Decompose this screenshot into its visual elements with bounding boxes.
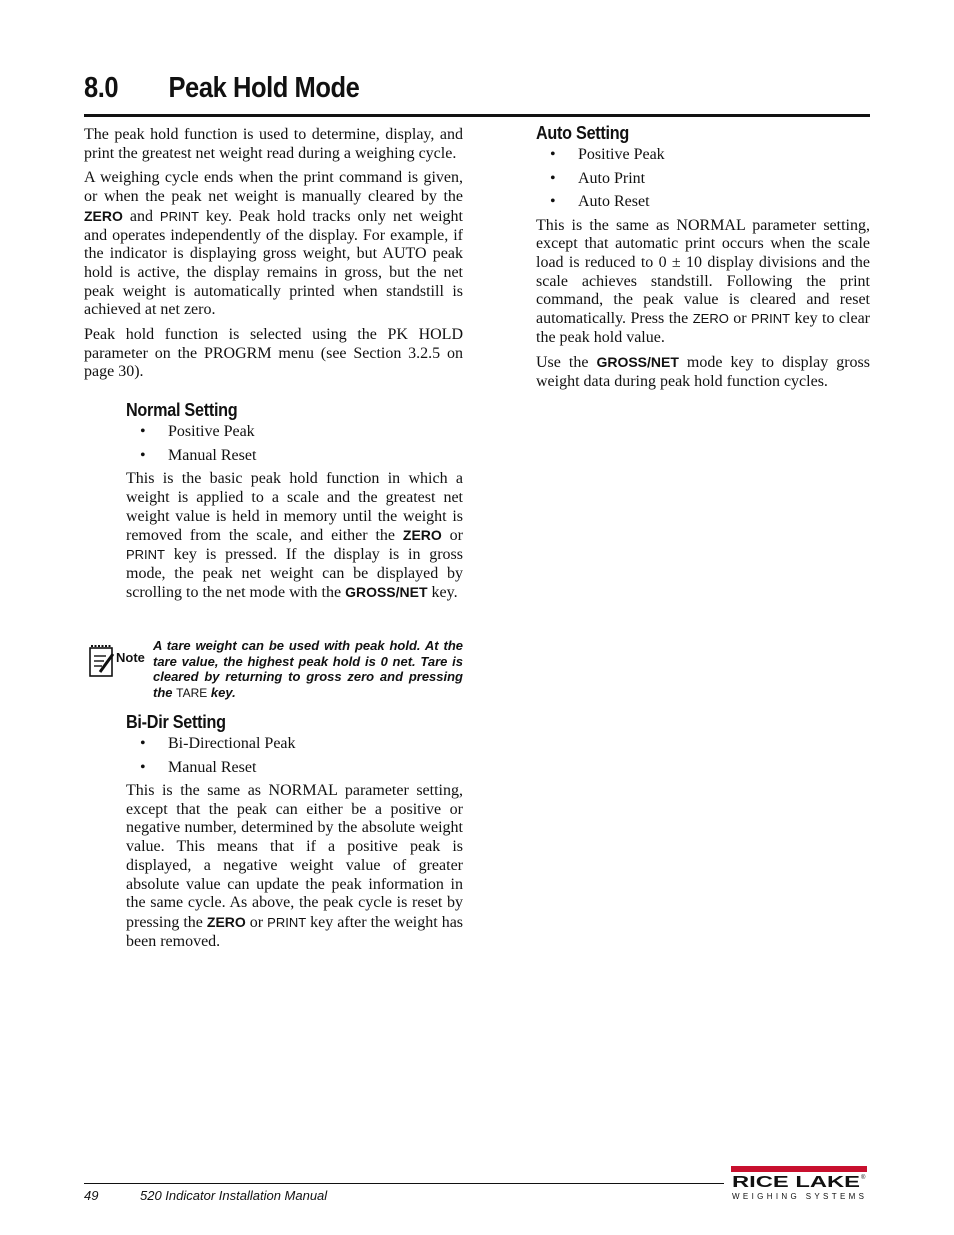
logo-sub-text: WEIGHING SYSTEMS <box>732 1192 864 1201</box>
logo-bar <box>731 1166 867 1172</box>
text-run: key is pressed. If the display is in gross mode, the peak net weight can be displayed by scrolling to the net mode with the <box>126 545 463 602</box>
section-title: Peak Hold Mode <box>168 72 360 104</box>
list-item: • Auto Print <box>536 167 870 191</box>
auto-setting-paragraph-2 <box>536 353 870 391</box>
logo-registered-mark: ® <box>861 1175 866 1181</box>
auto-setting-paragraph-1 <box>536 217 870 348</box>
section-heading <box>84 72 776 105</box>
zero-key: ZERO <box>206 913 246 930</box>
text-run: or <box>728 310 752 328</box>
gross-net-key: GROSS/NET <box>596 354 679 371</box>
print-key: PRINT <box>126 546 165 562</box>
section-number: 8.0 <box>84 72 119 104</box>
text-run: and <box>122 207 160 225</box>
normal-setting-list <box>126 420 463 467</box>
list-item: • Manual Reset <box>126 444 463 468</box>
logo-main-text: RICE LAKE <box>732 1174 861 1191</box>
heading-rule <box>84 114 870 117</box>
bidir-setting-section <box>126 712 463 951</box>
intro-paragraph-3: Peak hold function is selected using the PK HOLD parameter on the PROGRM menu (see Section 3.2.5 on page 30). <box>84 326 463 381</box>
text-run: A weighing cycle ends when the print command is given, or when the peak net weight is manually cleared by the <box>84 169 463 206</box>
text-run: key. Peak hold tracks only net weight and operates independently of the display. For example, if the indicator is displaying gross weight, but AUTO peak hold is active, the display remains in gross, but the net peak weight is automatically printed when standstill is achieved at net zero. <box>84 207 463 319</box>
print-key: PRINT <box>751 311 791 327</box>
left-column-lower <box>84 712 463 957</box>
zero-key: ZERO <box>692 311 729 327</box>
zero-key: ZERO <box>402 527 442 544</box>
gross-net-key: GROSS/NET <box>345 584 428 601</box>
manual-title: 520 Indicator Installation Manual <box>140 1188 328 1203</box>
text-run: mode key to display gross weight data during peak hold function cycles. <box>536 354 870 391</box>
text-run: key after the weight has been removed. <box>126 913 464 950</box>
text-run: or <box>441 527 464 545</box>
text-run: This is the same as NORMAL parameter setting, except that the peak can either be a positive or negative number, determined by the absolute weight value. This means that if a positive peak is displayed, a negative weight value of greater absolute value can update the peak information in the same cycle. As above, the peak cycle is reset by pressing the <box>126 782 463 931</box>
text-run: Use the <box>536 354 597 372</box>
bidir-setting-list <box>126 732 463 779</box>
normal-setting-section <box>126 400 463 603</box>
normal-setting-paragraph <box>126 470 463 603</box>
text-run: or <box>245 913 268 931</box>
text-run: key. <box>207 685 236 701</box>
zero-key: ZERO <box>84 207 123 224</box>
note-label: Note <box>116 650 145 665</box>
auto-setting-heading: Auto Setting <box>536 123 630 143</box>
right-column <box>536 123 870 398</box>
note-box <box>84 638 463 702</box>
list-item: • Positive Peak <box>536 143 870 167</box>
text-run: key to clear the peak hold value. <box>536 310 871 346</box>
print-key: PRINT <box>159 208 199 224</box>
list-item: • Manual Reset <box>126 756 463 780</box>
normal-setting-heading: Normal Setting <box>126 400 238 421</box>
text-run: This is the basic peak hold function in which a weight is applied to a scale and the greatest net weight value is held in memory until the weight is removed from the scale, and either the <box>126 470 463 545</box>
list-item: • Positive Peak <box>126 420 463 444</box>
print-key: PRINT <box>267 914 307 930</box>
text-run: This is the same as NORMAL parameter setting, except that automatic print occurs when the scale load is reduced to 0 ± 10 display divisions and the scale achieves standstill. Following the print command, the peak value is cleared and reset automatically. Press the <box>536 216 870 328</box>
list-item: • Bi-Directional Peak <box>126 732 463 756</box>
auto-setting-list <box>536 143 870 214</box>
list-item: • Auto Reset <box>536 190 870 214</box>
note-text <box>153 638 463 702</box>
intro-paragraph-1: The peak hold function is used to determine, display, and print the greatest net weight read during a weighing cycle. <box>84 126 463 162</box>
text-run: A tare weight can be used with peak hold. At the tare value, the highest peak hold is 0 net. Tare is cleared by returning to gross zero and pressing the <box>153 638 463 701</box>
left-column <box>84 126 463 609</box>
text-run: key. <box>427 584 458 602</box>
footer-rule <box>84 1183 724 1184</box>
bidir-setting-paragraph <box>126 782 463 951</box>
bidir-setting-heading: Bi-Dir Setting <box>126 712 226 732</box>
intro-paragraph-2 <box>84 169 463 320</box>
rice-lake-logo <box>729 1166 869 1202</box>
tare-key: TARE <box>176 686 208 701</box>
page-number: 49 <box>84 1188 99 1203</box>
